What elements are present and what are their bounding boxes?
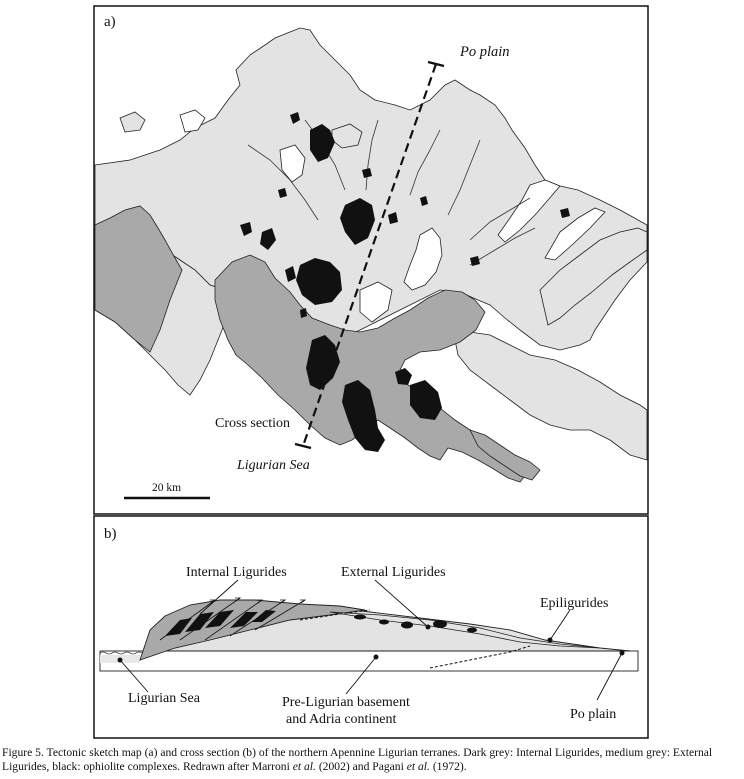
panel-b-label: b): [104, 526, 117, 542]
caption-text-2: (2002) and Pagani: [315, 760, 407, 773]
caption-et-al-2: et al.: [406, 760, 430, 773]
cross-section-label: Cross section: [215, 416, 291, 431]
figure-caption: [2, 746, 742, 774]
internal-ligurides-label: Internal Ligurides: [186, 565, 287, 580]
ligurian-sea-label-a: Ligurian Sea: [237, 458, 310, 473]
epiligurides-label: Epiligurides: [540, 596, 609, 611]
ligurian-sea-label-b: Ligurian Sea: [128, 691, 200, 706]
po-plain-label-b: Po plain: [570, 707, 617, 722]
caption-text-1: Figure 5. Tectonic sketch map (a) and cross section (b) of the northern Apennine Ligurian terranes. Dark grey: Internal Ligurides, medium grey: External Ligurides, black: ophiolite complexes. Redrawn after Marroni: [2, 746, 713, 773]
panel-a-label: a): [104, 14, 116, 30]
caption-et-al-1: et al.: [292, 760, 316, 773]
basement-block: [100, 651, 638, 671]
scale-bar-label: 20 km: [152, 482, 182, 494]
basement-label-line2: and Adria continent: [286, 712, 397, 727]
basement-label-line1: Pre-Ligurian basement: [282, 695, 410, 710]
caption-text-3: (1972).: [429, 760, 467, 773]
external-ligurides-label: External Ligurides: [341, 565, 446, 580]
po-plain-label-a: Po plain: [460, 44, 510, 60]
